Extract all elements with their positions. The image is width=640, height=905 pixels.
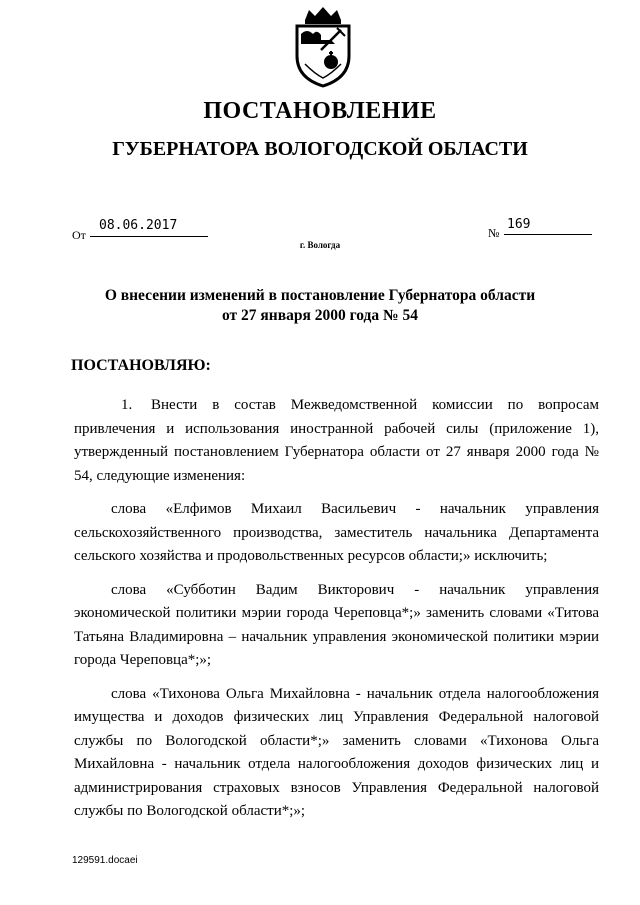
document-code: 129591.docaei <box>72 855 138 866</box>
number-label: № <box>488 226 500 240</box>
item-text: Внести в состав Межведомственной комиссии по вопросам привлечения и использования иностранной рабочей силы (приложение 1), утвержденный постановлением Губернатора области от 27 января 2000 года № 54, следующие изменения: <box>74 397 599 484</box>
body-paragraph-1: слова «Елфимов Михаил Васильевич - начальник управления сельскохозяйственного производства, заместитель начальника Департамента сельского хозяйства и продовольственных ресурсов области;» исключить; <box>74 501 599 564</box>
body-paragraph-2: слова «Субботин Вадим Викторович - начальник управления экономической политики мэрии города Череповца*;» заменить словами «Титова Татьяна Владимировна – начальник управления экономической политики мэрии города Череповца*;»; <box>74 581 599 668</box>
coat-of-arms-icon <box>291 4 355 88</box>
date-underline <box>90 236 208 237</box>
document-date: 08.06.2017 <box>99 218 178 233</box>
document-body <box>74 394 599 834</box>
city-label: г. Вологда <box>299 240 341 250</box>
subject-line-2: от 27 января 2000 года № 54 <box>222 307 418 324</box>
item-number: 1. <box>121 397 133 413</box>
body-paragraph-3: слова «Тихонова Ольга Михайловна - начальник отдела налогообложения имущества и доходов физических лиц Управления Федеральной налоговой службы по Вологодской области*;» заменить словами «Тихонова Ольга Михайловна - начальник отдела налогообложения доходов физических лиц и администрирования страховых взносов Управления Федеральной налоговой службы по Вологодской области*;»; <box>74 685 599 819</box>
page-subtitle: ГУБЕРНАТОРА ВОЛОГОДСКОЙ ОБЛАСТИ <box>112 138 528 160</box>
page-title: ПОСТАНОВЛЕНИЕ <box>203 98 437 124</box>
body-item-1 <box>74 394 599 488</box>
number-underline <box>504 234 592 235</box>
subject-line-1: О внесении изменений в постановление Губернатора области <box>104 287 536 304</box>
document-subject <box>0 286 640 326</box>
date-label: От <box>72 228 86 242</box>
decree-heading: ПОСТАНОВЛЯЮ: <box>71 357 211 374</box>
document-number: 169 <box>507 217 531 232</box>
